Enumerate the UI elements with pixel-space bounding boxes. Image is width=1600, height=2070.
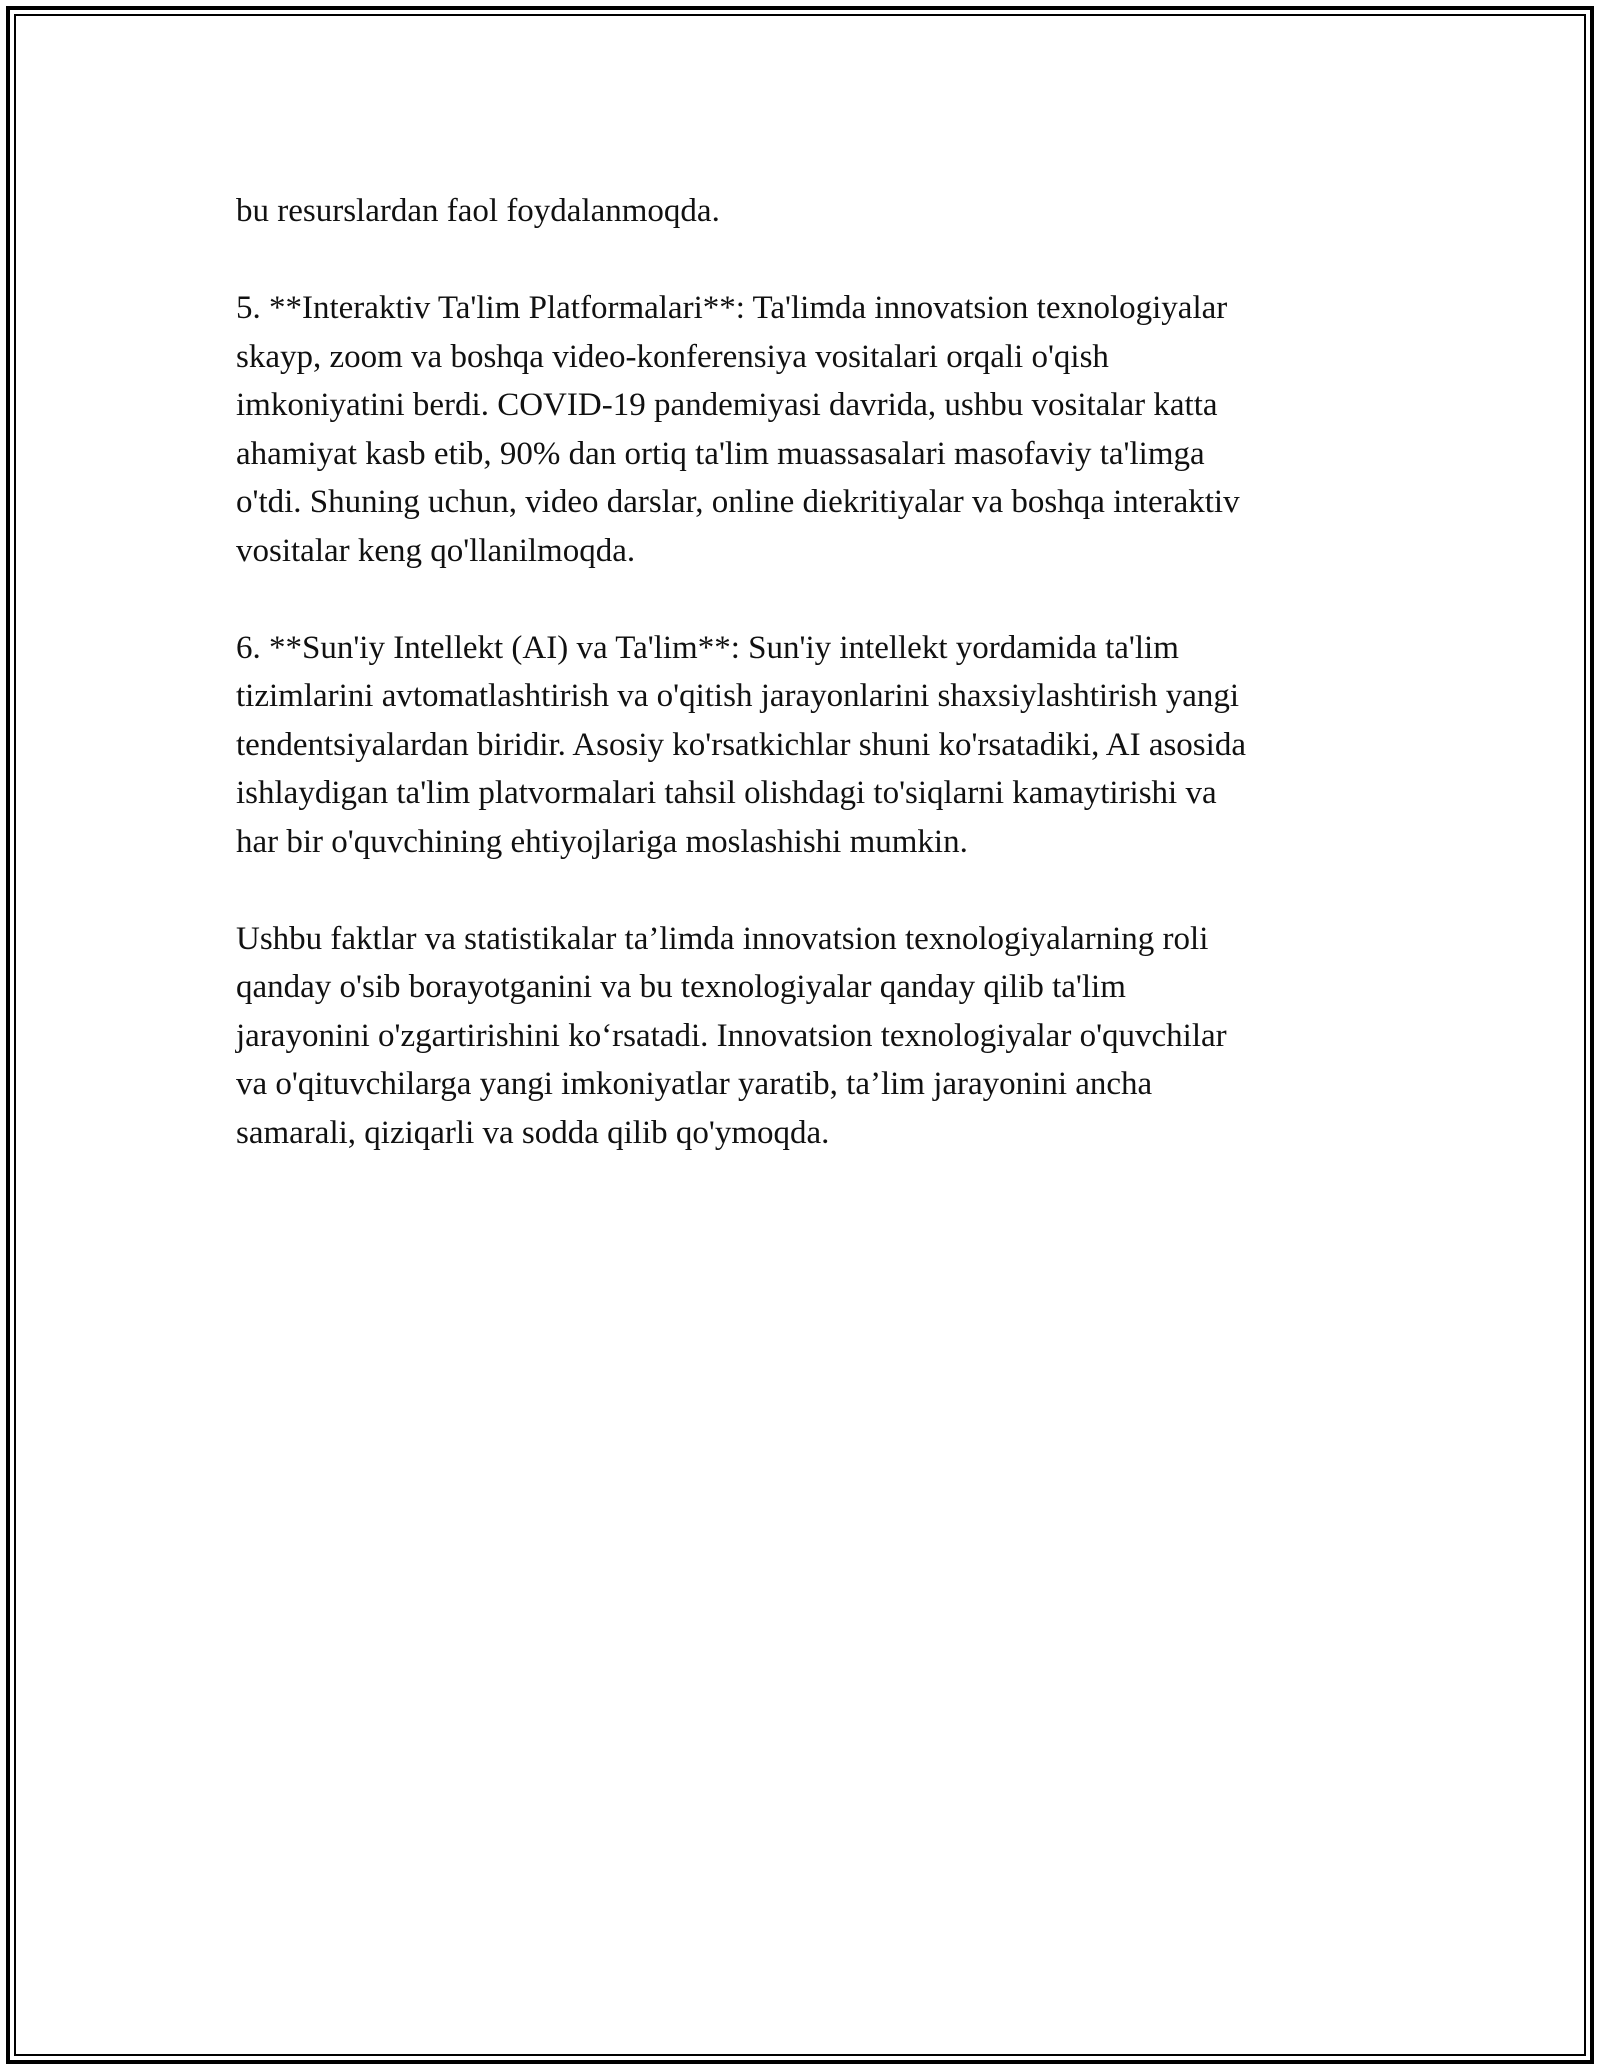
paragraph-continuation: bu resurslardan faol foydalanmoqda. [236, 193, 720, 229]
paragraph-conclusion: Ushbu faktlar va statistikalar ta’limda innovatsion texnologiyalarning roli qanday o'sib borayotganini va bu texnologiyalar qanday qilib ta'lim jarayonini o'zgartirishini ko‘rsatadi. Innovatsion texnologiyalar o'quvchilar va o'qituvchilarga yangi imkoniyatlar yaratib, ta’lim jarayonini ancha samarali, qiziqarli va sodda qilib qo'ymoqda. [236, 920, 1227, 1151]
paragraph-interactive-platforms: 5. **Interaktiv Ta'lim Platformalari**: Ta'limda innovatsion texnologiyalar skayp, zoom va boshqa video-konferensiya vositalari orqali o'qish imkoniyatini berdi. COVID-19 pandemiyasi davrida, ushbu vositalar katta ahamiyat kasb etib, 90% dan ortiq ta'lim muassasalari masofaviy ta'limga o'tdi. Shuning uchun, video darslar, online diekritiyalar va boshqa interaktiv vositalar keng qo'llanilmoqda. [236, 290, 1240, 569]
paragraph-artificial-intelligence: 6. **Sun'iy Intellekt (AI) va Ta'lim**: Sun'iy intellekt yordamida ta'lim tizimlarini avtomatlashtirish va o'qitish jarayonlarini shaxsiylashtirish yangi tendentsiyalardan biridir. Asosiy ko'rsatkichlar shuni ko'rsatadiki, AI asosida ishlaydigan ta'lim platvormalari tahsil olishdagi to'siqlarni kamaytirishi va har bir o'quvchining ehtiyojlariga moslashishi mumkin. [236, 629, 1246, 860]
document-body [236, 187, 1386, 1157]
